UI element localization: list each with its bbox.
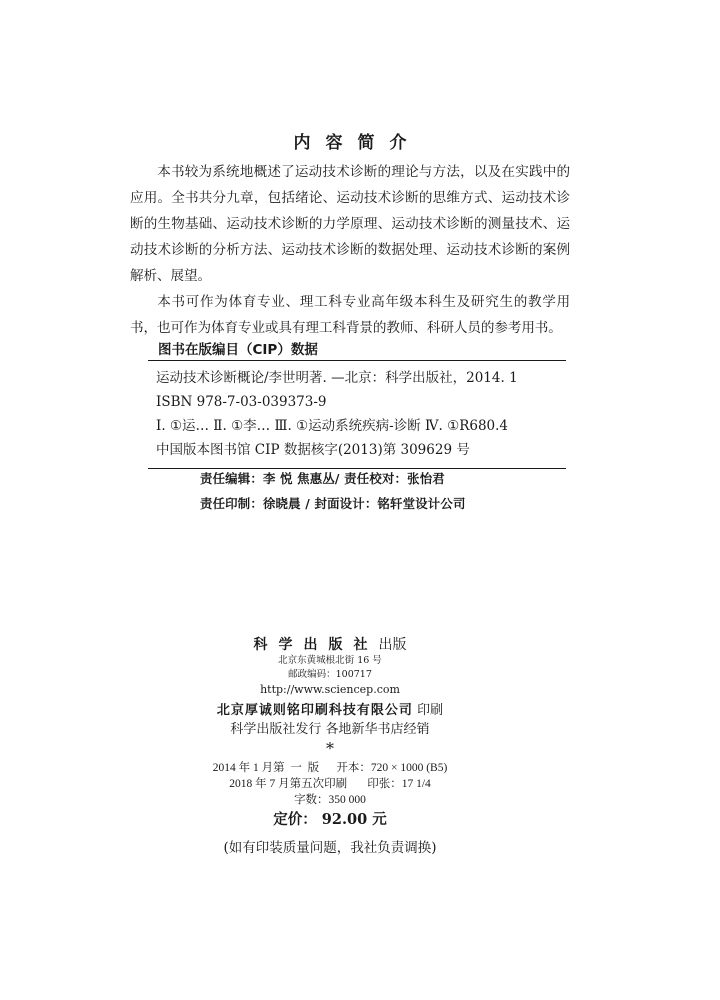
credit-line: 责任印制：徐晓晨 / 封面设计：铭轩堂设计公司 xyxy=(200,496,466,511)
cip-line: 中国版本图书馆 CIP 数据核字(2013)第 309629 号 xyxy=(156,442,470,458)
cip-line: Ⅰ. ①运… Ⅱ. ①李… Ⅲ. ①运动系统疾病-诊断 Ⅳ. ①R680.4 xyxy=(156,418,509,434)
printer-name: 北京厚诚则铭印刷科技有限公司 xyxy=(216,703,413,718)
separator-star: * xyxy=(326,739,334,758)
credit-line: 责任编辑：李 悦 焦惠丛/ 责任校对：张怡君 xyxy=(200,471,445,486)
cip-line: 运动技术诊断概论/李世明著. —北京：科学出版社，2014. 1 xyxy=(156,370,518,386)
printer-line xyxy=(180,702,480,720)
summary-paragraph: 本书可作为体育专业、理工科专业高年级本科生及研究生的教学用书，也可作为体育专业或具有理工科背景的教师、科研人员的参考用书。 xyxy=(130,294,570,336)
content-summary xyxy=(130,128,570,341)
edition-row: 2014 年 1 月第 一 版 开本：720 × 1000 (B5) xyxy=(212,762,448,774)
price: 定价： 92.00 元 xyxy=(273,811,387,828)
summary-paragraph: 本书较为系统地概述了运动技术诊断的理论与方法，以及在实践中的应用。全书共分九章，包括绪论、运动技术诊断的思维方式、运动技术诊断的生物基础、运动技术诊断的力学原理、运动技术诊断的测量技术、运动技术诊断的分析方法、运动技术诊断的数据处理、运动技术诊断的案例解析、展望。 xyxy=(130,164,570,284)
editorial-credits xyxy=(200,466,530,516)
publisher-name: 科学出版社 xyxy=(253,637,379,653)
publisher-postcode: 邮政编码：100717 xyxy=(288,669,372,680)
summary-title: 内容简介 xyxy=(293,133,422,153)
imprint-block xyxy=(180,636,480,861)
cip-record xyxy=(148,360,566,469)
quality-note: (如有印装质量问题，我社负责调换) xyxy=(223,840,437,856)
cip-title: 图书在版编目（CIP）数据 xyxy=(158,342,318,358)
printer-suffix: 印刷 xyxy=(417,703,444,718)
publisher-address: 北京东黄城根北街 16 号 xyxy=(278,655,382,666)
publisher-url: http://www.sciencep.com xyxy=(260,683,400,696)
edition-info xyxy=(180,760,480,808)
edition-row: 字数：350 000 xyxy=(294,794,366,806)
cip-line: ISBN 978-7-03-039373-9 xyxy=(156,394,327,410)
publisher-line xyxy=(180,636,480,654)
edition-row: 2018 年 7 月第五次印刷 印张：17 1/4 xyxy=(229,778,431,790)
publisher-suffix: 出版 xyxy=(378,637,407,653)
cip-data-block xyxy=(148,340,566,469)
distribution-line: 科学出版社发行 各地新华书店经销 xyxy=(230,722,430,737)
